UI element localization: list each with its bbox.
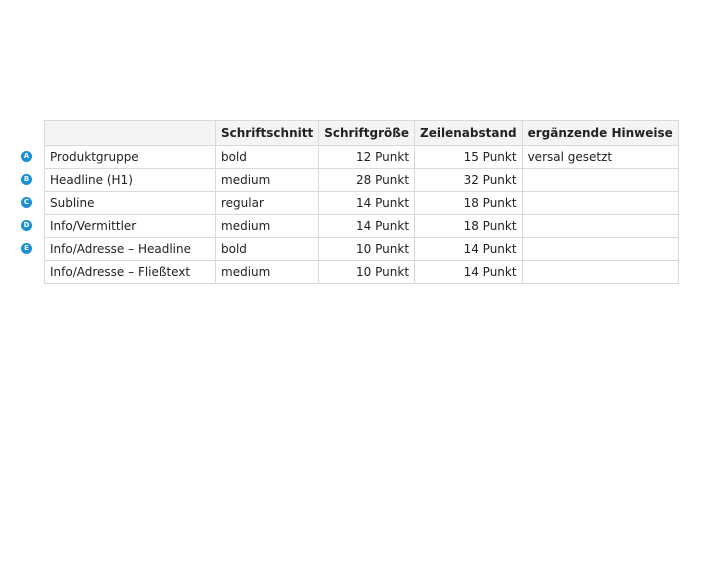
cell-element: Subline [45, 192, 216, 215]
header-font-cut: Schriftschnitt [216, 121, 319, 146]
cell-font-size: 10 Punkt [319, 261, 415, 284]
cell-notes [522, 261, 678, 284]
cell-element: Info/Adresse – Headline [45, 238, 216, 261]
cell-font-cut: medium [216, 261, 319, 284]
table-row [45, 146, 679, 169]
cell-element: Headline (H1) [45, 169, 216, 192]
cell-line-spacing: 32 Punkt [415, 169, 523, 192]
cell-line-spacing: 14 Punkt [415, 238, 523, 261]
typography-spec-table [44, 120, 679, 284]
cell-font-size: 14 Punkt [319, 215, 415, 238]
cell-font-size: 12 Punkt [319, 146, 415, 169]
header-element [45, 121, 216, 146]
row-marker-b: B [21, 174, 32, 185]
row-marker-e: E [21, 243, 32, 254]
table-row [45, 261, 679, 284]
cell-notes [522, 238, 678, 261]
cell-line-spacing: 18 Punkt [415, 215, 523, 238]
table-row [45, 238, 679, 261]
row-marker-d: D [21, 220, 32, 231]
table-row [45, 192, 679, 215]
cell-line-spacing: 15 Punkt [415, 146, 523, 169]
cell-font-cut: medium [216, 169, 319, 192]
header-line-spacing: Zeilenabstand [415, 121, 523, 146]
cell-font-cut: bold [216, 146, 319, 169]
table-row [45, 215, 679, 238]
cell-font-cut: bold [216, 238, 319, 261]
table-header-row [45, 121, 679, 146]
cell-line-spacing: 18 Punkt [415, 192, 523, 215]
cell-font-cut: medium [216, 215, 319, 238]
cell-font-cut: regular [216, 192, 319, 215]
cell-line-spacing: 14 Punkt [415, 261, 523, 284]
cell-element: Info/Vermittler [45, 215, 216, 238]
table-row [45, 169, 679, 192]
cell-notes [522, 169, 678, 192]
row-marker-a: A [21, 151, 32, 162]
row-marker-c: C [21, 197, 32, 208]
header-notes: ergänzende Hinweise [522, 121, 678, 146]
cell-notes: versal gesetzt [522, 146, 678, 169]
cell-notes [522, 215, 678, 238]
cell-font-size: 10 Punkt [319, 238, 415, 261]
cell-notes [522, 192, 678, 215]
cell-element: Info/Adresse – Fließtext [45, 261, 216, 284]
cell-font-size: 28 Punkt [319, 169, 415, 192]
cell-element: Produktgruppe [45, 146, 216, 169]
cell-font-size: 14 Punkt [319, 192, 415, 215]
header-font-size: Schriftgröße [319, 121, 415, 146]
